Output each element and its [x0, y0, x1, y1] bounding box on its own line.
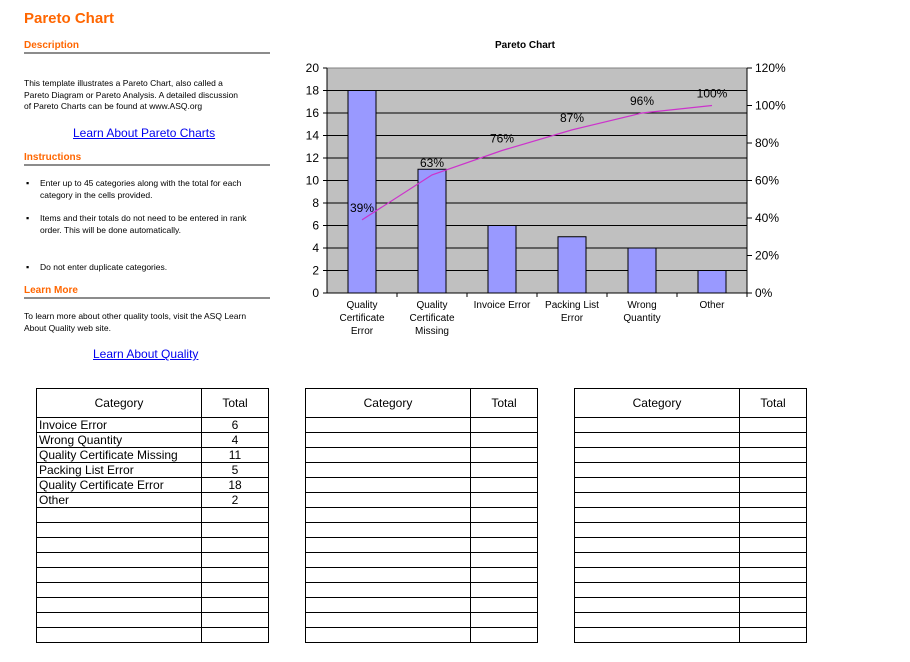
x-tick-label: Quality: [346, 300, 378, 311]
y2-tick-label: 120%: [755, 61, 786, 75]
category-cell[interactable]: Packing List Error: [37, 463, 202, 478]
table-row: [37, 433, 269, 448]
category-cell[interactable]: [575, 598, 740, 613]
category-cell[interactable]: [306, 628, 471, 643]
header-total: Total: [471, 389, 538, 418]
x-tick-label: Other: [699, 300, 725, 311]
chart-title: Pareto Chart: [494, 40, 555, 51]
y-tick-label: 16: [305, 106, 319, 120]
table-row: [575, 523, 807, 538]
x-tick-label: Packing List: [545, 300, 599, 311]
bar: [698, 271, 726, 294]
table-row: [37, 493, 269, 508]
category-cell[interactable]: [575, 463, 740, 478]
x-tick-label: Missing: [415, 326, 449, 337]
category-cell[interactable]: Invoice Error: [37, 418, 202, 433]
y-tick-label: 10: [305, 173, 319, 188]
category-cell[interactable]: [575, 448, 740, 463]
table-row: [575, 508, 807, 523]
total-cell[interactable]: [202, 523, 269, 538]
table-row: [37, 613, 269, 628]
total-cell[interactable]: 11: [202, 448, 269, 463]
bar: [348, 91, 376, 294]
table-row: [306, 478, 538, 493]
header-total: Total: [740, 389, 807, 418]
table-row: [37, 583, 269, 598]
category-cell[interactable]: [306, 538, 471, 553]
instruction-line: Enter up to 45 categories along with the total for each: [40, 178, 242, 188]
table-row: [575, 583, 807, 598]
y-tick-label: 6: [312, 218, 319, 233]
total-cell[interactable]: [740, 538, 807, 553]
total-cell[interactable]: 4: [202, 433, 269, 448]
total-cell[interactable]: [740, 523, 807, 538]
instruction-line: Do not enter duplicate categories.: [40, 262, 168, 272]
table-row: [575, 628, 807, 643]
table-row: [306, 553, 538, 568]
data-table-1: [36, 388, 269, 643]
cumulative-label: 76%: [489, 131, 515, 146]
table-row: [37, 538, 269, 553]
table-row: [306, 538, 538, 553]
description-heading: Description: [24, 40, 270, 54]
cumulative-label: 100%: [696, 86, 728, 101]
description-line: of Pareto Charts can be found at www.ASQ.org: [24, 101, 203, 111]
table-row: [37, 523, 269, 538]
category-cell[interactable]: [575, 523, 740, 538]
category-cell[interactable]: [306, 523, 471, 538]
category-cell[interactable]: [306, 448, 471, 463]
total-cell[interactable]: [740, 553, 807, 568]
category-cell[interactable]: [306, 493, 471, 508]
bar: [628, 248, 656, 293]
total-cell[interactable]: [740, 598, 807, 613]
header-category: Category: [575, 389, 740, 418]
total-cell[interactable]: [471, 598, 538, 613]
instruction-line: Items and their totals do not need to be entered in rank: [40, 213, 247, 223]
total-cell[interactable]: [471, 538, 538, 553]
bullet-icon: ▪: [26, 262, 30, 272]
category-cell[interactable]: [575, 418, 740, 433]
x-tick-label: Invoice Error: [473, 300, 531, 311]
table-header: [575, 389, 807, 418]
table-row: [575, 448, 807, 463]
page-title: Pareto Chart: [24, 10, 115, 27]
learn-about-pareto-link[interactable]: Learn About Pareto Charts: [73, 126, 216, 140]
learn-more-line: About Quality web site.: [24, 322, 111, 333]
total-cell[interactable]: [740, 613, 807, 628]
category-cell[interactable]: [37, 568, 202, 583]
total-cell[interactable]: 6: [202, 418, 269, 433]
total-cell[interactable]: [740, 628, 807, 643]
table-row: [575, 493, 807, 508]
y-tick-label: 12: [305, 151, 319, 165]
category-cell[interactable]: [306, 598, 471, 613]
table-header: [306, 389, 538, 418]
total-cell[interactable]: [471, 418, 538, 433]
total-cell[interactable]: [471, 568, 538, 583]
table-row: [306, 598, 538, 613]
bullet-icon: ▪: [26, 213, 30, 223]
total-cell[interactable]: [202, 628, 269, 643]
y2-tick-label: 80%: [755, 136, 780, 150]
x-tick-label: Certificate: [339, 313, 385, 324]
table-row: [575, 598, 807, 613]
x-tick-label: Certificate: [409, 313, 455, 324]
table-row: [575, 538, 807, 553]
total-cell[interactable]: 2: [202, 493, 269, 508]
y-tick-label: 14: [305, 128, 319, 143]
y-tick-label: 4: [312, 241, 319, 255]
description-line: This template illustrates a Pareto Chart, also called a: [24, 78, 223, 88]
pareto-chart: [280, 55, 800, 355]
bar: [558, 237, 586, 293]
description-text: [24, 78, 274, 113]
table-row: [575, 568, 807, 583]
learn-about-quality-link[interactable]: Learn About Quality: [93, 347, 199, 361]
category-cell[interactable]: [575, 508, 740, 523]
bar: [418, 169, 446, 293]
category-cell[interactable]: [306, 568, 471, 583]
total-cell[interactable]: [202, 538, 269, 553]
learn-more-text: [24, 311, 274, 334]
y2-tick-label: 60%: [755, 173, 780, 188]
y2-tick-label: 20%: [755, 248, 780, 263]
category-cell[interactable]: [37, 628, 202, 643]
total-cell[interactable]: [202, 613, 269, 628]
category-cell[interactable]: Quality Certificate Missing: [37, 448, 202, 463]
category-cell[interactable]: [306, 418, 471, 433]
category-cell[interactable]: [37, 583, 202, 598]
y-tick-label: 2: [312, 263, 319, 278]
x-tick-label: Wrong: [627, 300, 657, 311]
category-cell[interactable]: [575, 553, 740, 568]
total-cell[interactable]: [471, 523, 538, 538]
cumulative-label: 63%: [419, 155, 445, 170]
category-cell[interactable]: [575, 478, 740, 493]
total-cell[interactable]: [740, 493, 807, 508]
table-row: [306, 493, 538, 508]
table-row: [306, 583, 538, 598]
total-cell[interactable]: [202, 568, 269, 583]
category-cell[interactable]: [37, 553, 202, 568]
total-cell[interactable]: [471, 463, 538, 478]
x-tick-label: Quantity: [623, 313, 661, 324]
y-tick-label: 20: [305, 61, 319, 75]
x-tick-label: Error: [350, 326, 374, 337]
category-cell[interactable]: [37, 613, 202, 628]
table-row: [37, 478, 269, 493]
total-cell[interactable]: [471, 583, 538, 598]
y-tick-label: 8: [312, 196, 319, 210]
x-tick-label: Quality: [416, 300, 448, 311]
header-category: Category: [306, 389, 471, 418]
table-row: [37, 508, 269, 523]
table-row: [37, 418, 269, 433]
total-cell[interactable]: [471, 493, 538, 508]
table-row: [306, 613, 538, 628]
category-cell[interactable]: [575, 583, 740, 598]
instruction-item: [26, 178, 266, 201]
total-cell[interactable]: [740, 463, 807, 478]
category-cell[interactable]: [575, 433, 740, 448]
table-row: [575, 418, 807, 433]
table-row: [37, 553, 269, 568]
total-cell[interactable]: [740, 478, 807, 493]
header-category: Category: [37, 389, 202, 418]
total-cell[interactable]: [471, 433, 538, 448]
y2-tick-label: 100%: [755, 98, 786, 113]
table-row: [37, 448, 269, 463]
table-row: [306, 628, 538, 643]
table-row: [575, 433, 807, 448]
table-row: [306, 523, 538, 538]
total-cell[interactable]: [471, 613, 538, 628]
instruction-item: [26, 213, 266, 236]
total-cell[interactable]: [740, 568, 807, 583]
total-cell[interactable]: [202, 598, 269, 613]
total-cell[interactable]: [471, 628, 538, 643]
category-cell[interactable]: Wrong Quantity: [37, 433, 202, 448]
table-row: [575, 463, 807, 478]
bullet-icon: ▪: [26, 178, 30, 188]
total-cell[interactable]: 18: [202, 478, 269, 493]
table-row: [306, 508, 538, 523]
description-line: Pareto Diagram or Pareto Analysis. A detailed discussion: [24, 89, 239, 100]
table-row: [306, 568, 538, 583]
table-header: [37, 389, 269, 418]
instruction-item: [26, 262, 266, 274]
category-cell[interactable]: [37, 598, 202, 613]
instruction-line: category in the cells provided.: [40, 189, 153, 200]
instruction-line: order. This will be done automatically.: [40, 224, 181, 235]
category-cell[interactable]: [37, 523, 202, 538]
category-cell[interactable]: [37, 508, 202, 523]
bar: [488, 226, 516, 294]
category-cell[interactable]: [575, 493, 740, 508]
category-cell[interactable]: [306, 463, 471, 478]
cumulative-label: 96%: [629, 94, 655, 108]
total-cell[interactable]: 5: [202, 463, 269, 478]
table-row: [306, 463, 538, 478]
total-cell[interactable]: [471, 508, 538, 523]
total-cell[interactable]: [740, 433, 807, 448]
category-cell[interactable]: [306, 613, 471, 628]
y-tick-label: 18: [305, 83, 319, 98]
total-cell[interactable]: [740, 508, 807, 523]
total-cell[interactable]: [471, 478, 538, 493]
category-cell[interactable]: [306, 583, 471, 598]
learn-more-heading: Learn More: [24, 285, 270, 299]
table-row: [306, 448, 538, 463]
table-row: [575, 613, 807, 628]
table-row: [37, 628, 269, 643]
category-cell[interactable]: Quality Certificate Error: [37, 478, 202, 493]
total-cell[interactable]: [471, 553, 538, 568]
category-cell[interactable]: [306, 478, 471, 493]
table-row: [575, 553, 807, 568]
data-table-2: [305, 388, 538, 643]
category-cell[interactable]: [575, 568, 740, 583]
total-cell[interactable]: [202, 553, 269, 568]
category-cell[interactable]: [306, 433, 471, 448]
total-cell[interactable]: [740, 583, 807, 598]
table-row: [306, 433, 538, 448]
total-cell[interactable]: [740, 418, 807, 433]
x-tick-label: Error: [560, 313, 584, 324]
instructions-heading: Instructions: [24, 152, 270, 166]
category-cell[interactable]: [575, 538, 740, 553]
y2-tick-label: 40%: [755, 211, 780, 225]
cumulative-label: 39%: [349, 200, 375, 215]
cumulative-label: 87%: [559, 110, 585, 125]
total-cell[interactable]: [202, 508, 269, 523]
table-row: [37, 463, 269, 478]
table-row: [37, 598, 269, 613]
total-cell[interactable]: [471, 448, 538, 463]
category-cell[interactable]: [306, 553, 471, 568]
total-cell[interactable]: [740, 448, 807, 463]
data-table-3: [574, 388, 807, 643]
total-cell[interactable]: [202, 583, 269, 598]
y-tick-label: 0: [312, 286, 319, 300]
table-row: [37, 568, 269, 583]
category-cell[interactable]: [37, 538, 202, 553]
learn-more-line: To learn more about other quality tools, visit the ASQ Learn: [24, 311, 247, 321]
category-cell[interactable]: [575, 628, 740, 643]
category-cell[interactable]: [575, 613, 740, 628]
category-cell[interactable]: [306, 508, 471, 523]
table-row: [306, 418, 538, 433]
table-row: [575, 478, 807, 493]
header-total: Total: [202, 389, 269, 418]
category-cell[interactable]: Other: [37, 493, 202, 508]
y2-tick-label: 0%: [755, 286, 773, 300]
